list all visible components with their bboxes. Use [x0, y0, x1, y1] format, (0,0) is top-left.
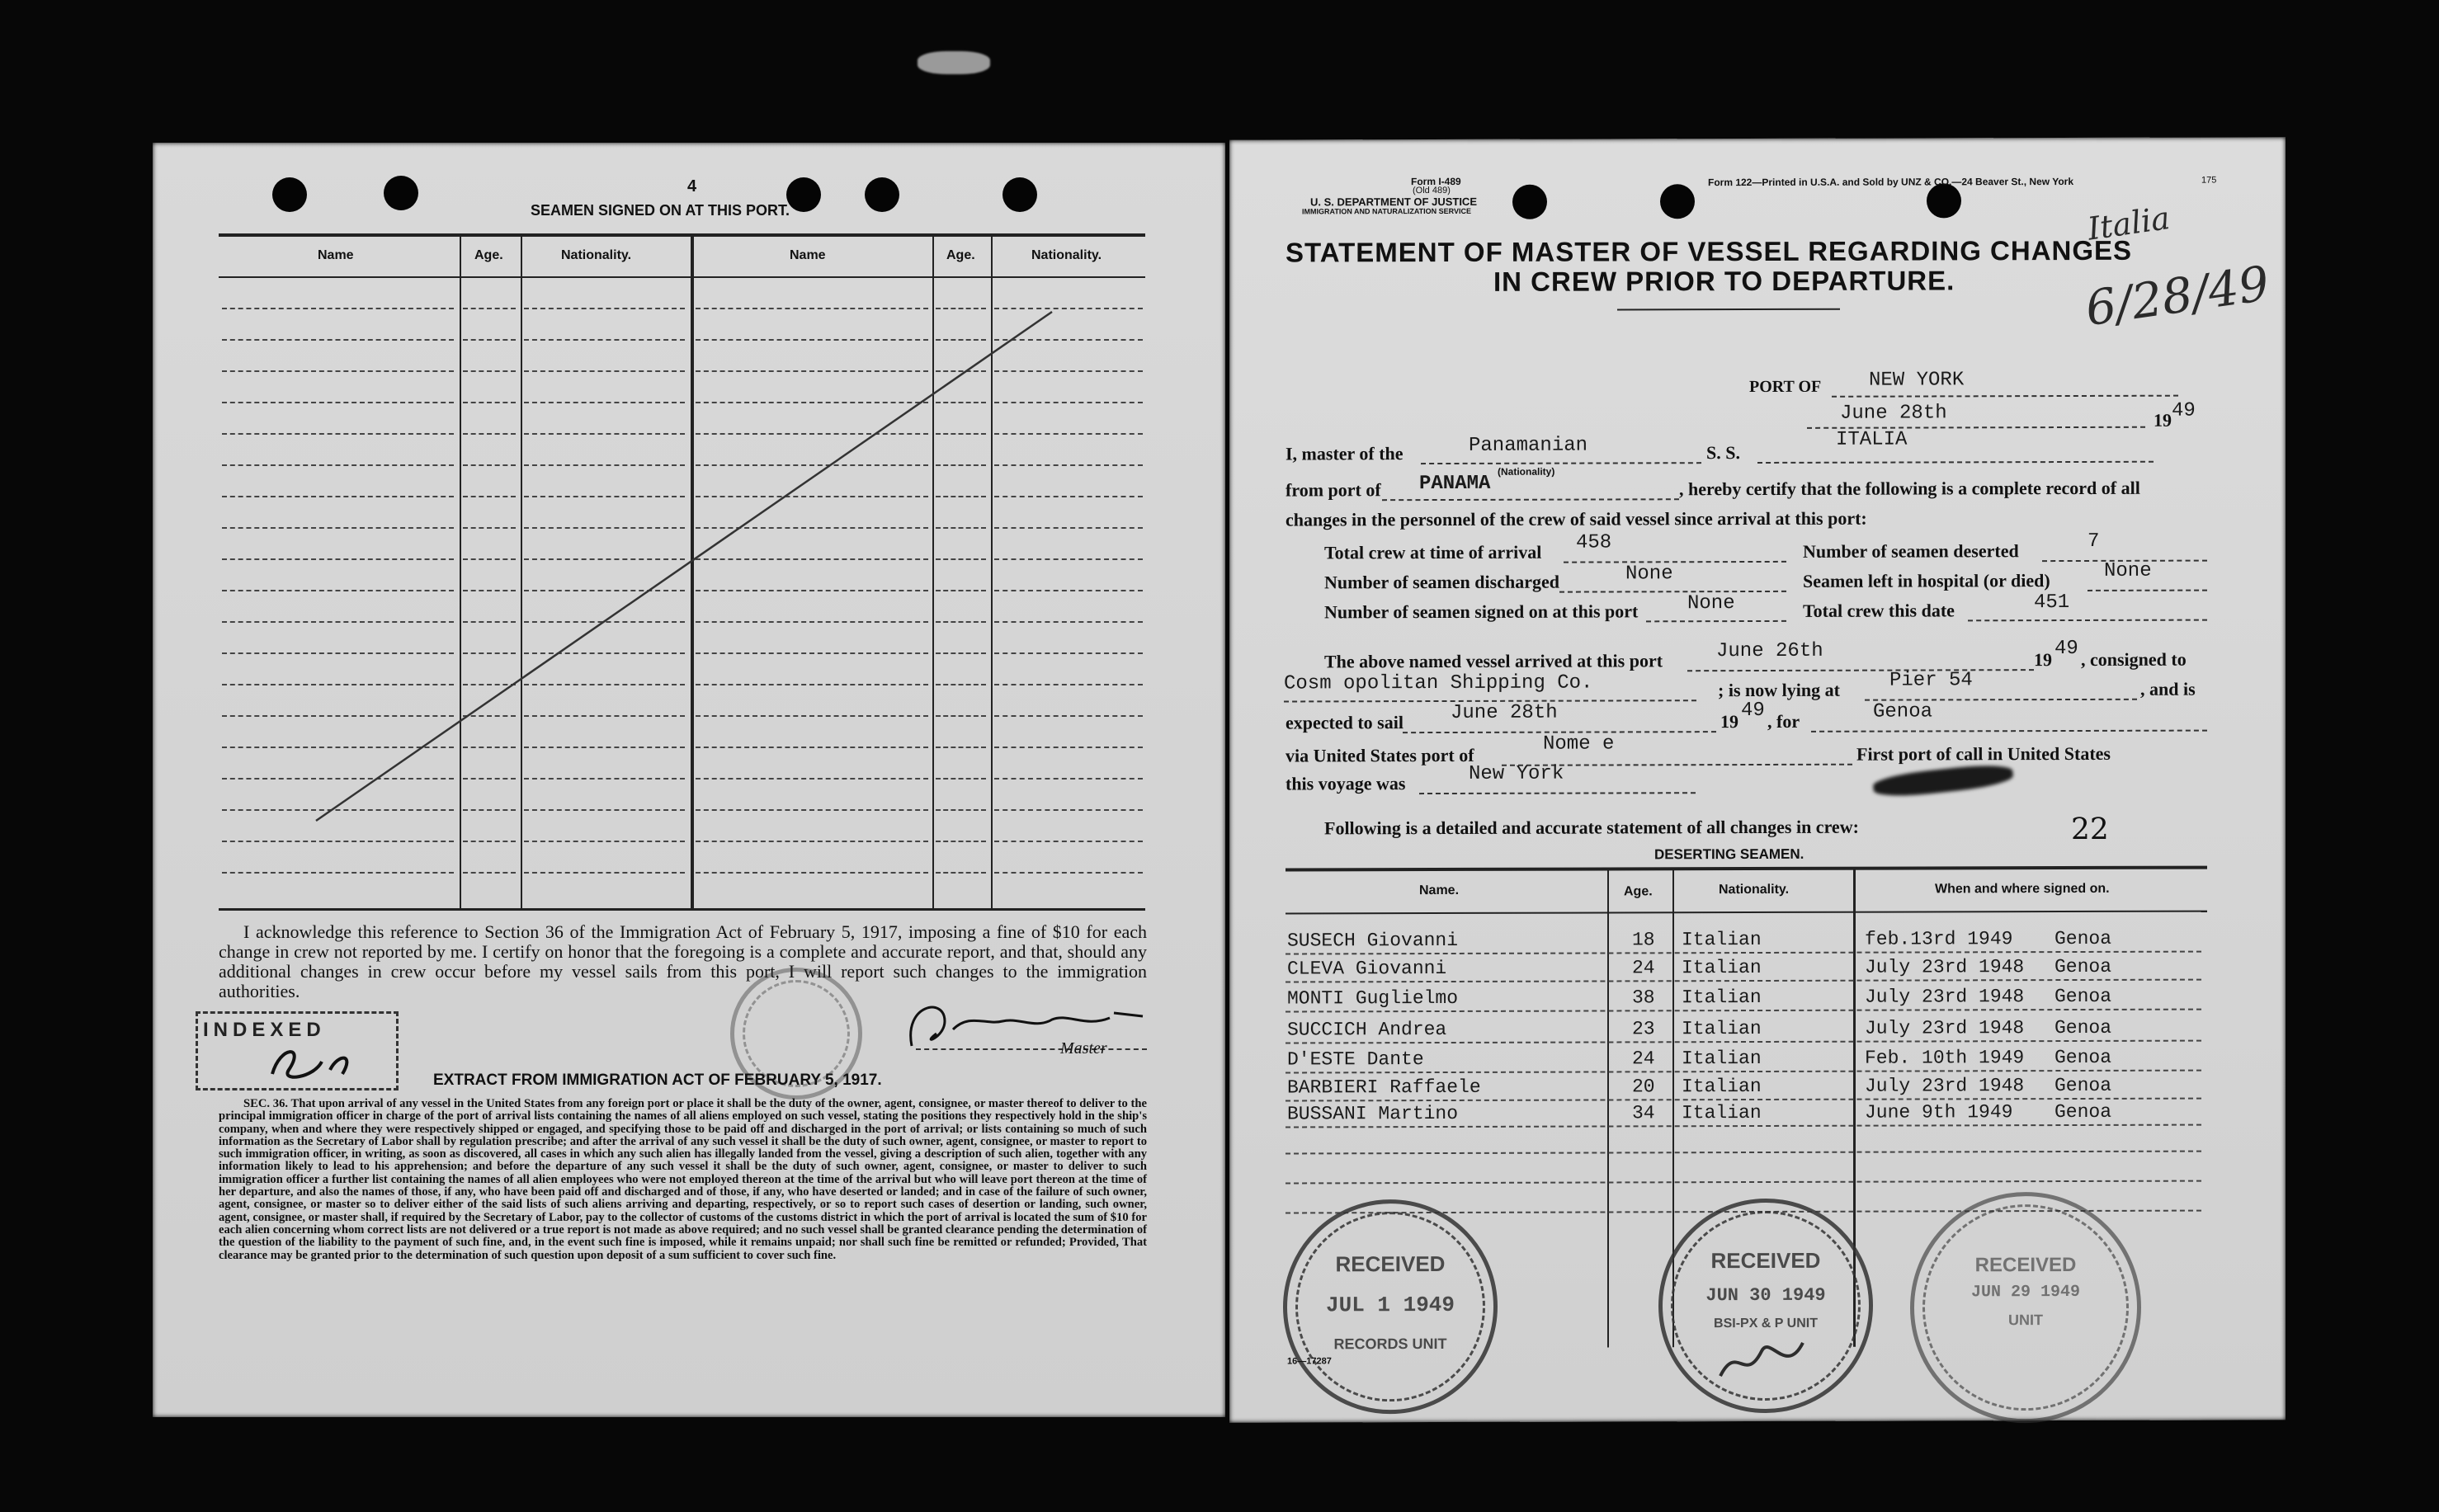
port-value: NEW YORK [1869, 369, 1965, 392]
ss-label: S. S. [1706, 442, 1740, 464]
from-port-value: PANAMA [1419, 472, 1491, 496]
tape-scrap [918, 51, 990, 74]
cell-where: Genoa [2055, 927, 2112, 950]
ink-smudge [1872, 761, 2014, 799]
for-label: , for [1767, 710, 1800, 732]
certify-text: , hereby certify that the following is a complete record of all [1679, 477, 2140, 500]
row-line [1286, 1124, 2201, 1128]
cell-age: 38 [1632, 987, 1655, 1009]
cell-where: Genoa [2055, 1046, 2112, 1069]
total-crew-date-label: Total crew this date [1803, 600, 1955, 621]
master-signature [895, 988, 1159, 1062]
cell-signed: June 9th 1949 [1865, 1101, 2013, 1123]
deserted-label: Number of seamen deserted [1803, 540, 2019, 562]
cell-age: 20 [1632, 1076, 1655, 1098]
cell-name: BARBIERI Raffaele [1287, 1076, 1481, 1099]
deserted-value: 7 [2088, 530, 2100, 553]
year-prefix: 19 [2154, 409, 2172, 431]
acknowledgment-text: I acknowledge this reference to Section 36 of the Immigration Act of February 5, 1917, imposing a fine of $10 for each change in crew not reported by me. I certify on honor that the foregoing is a complete and accurate report, and that, should any additional changes in crew occur before my vessel sails from this port, I will report such changes to the immigration authorities. [219, 921, 1147, 1001]
cell-name: D'ESTE Dante [1287, 1048, 1424, 1071]
table-row [1229, 986, 2211, 1016]
via-label: via United States port of [1286, 744, 1474, 766]
table-row [1229, 1017, 2211, 1048]
received-stamp: RECEIVED JUN 30 1949 BSI-PX & P UNIT [1658, 1199, 1873, 1414]
signed-on-label: Number of seamen signed on at this port [1324, 601, 1639, 623]
form-number: Form I-489 [1411, 175, 1461, 188]
table-row [1229, 1101, 2211, 1132]
cell-age: 18 [1632, 929, 1655, 951]
column-header: Age. [1624, 884, 1653, 899]
table-row [1229, 928, 2211, 959]
cell-signed: July 23rd 1948 [1865, 1017, 2025, 1039]
form-title-line1: STATEMENT OF MASTER OF VESSEL REGARDING CHANGES [1286, 234, 2133, 268]
row-line [1286, 1040, 2201, 1044]
right-page [1229, 137, 2286, 1422]
column-header: Nationality. [561, 248, 632, 262]
printer-note: Form 122—Printed in U.S.A. and Sold by UNZ & CO.—24 Beaver St., New York [1708, 175, 2073, 189]
indexed-stamp: INDEXED [196, 1011, 399, 1090]
column-header: Age. [474, 248, 503, 262]
form-title-line2: IN CREW PRIOR TO DEPARTURE. [1493, 265, 1955, 297]
column-header: Nationality. [1719, 882, 1790, 897]
arrived-label: The above named vessel arrived at this port [1324, 650, 1663, 672]
discharged-value: None [1625, 563, 1673, 586]
column-header: Name [318, 248, 354, 262]
arrived-year-prefix: 19 [2034, 649, 2052, 671]
punch-hole [1927, 183, 1961, 218]
master-label: Master [1060, 1039, 1107, 1057]
cell-signed: July 23rd 1948 [1865, 986, 2025, 1008]
row-line [1286, 1009, 2201, 1013]
column-header: Age. [946, 248, 975, 262]
pier-value: Pier 54 [1889, 669, 1973, 692]
lying-label: ; is now lying at [1718, 679, 1840, 701]
sail-date: June 28th [1451, 701, 1558, 724]
cell-name: SUSECH Giovanni [1287, 929, 1459, 952]
consigned-label: , consigned to [2081, 648, 2187, 670]
column-header: Nationality. [1031, 248, 1102, 262]
cell-signed: July 23rd 1948 [1865, 1075, 2025, 1097]
cell-name: SUCCICH Andrea [1287, 1018, 1447, 1041]
cell-age: 24 [1632, 957, 1655, 979]
ship-name: ITALIA [1836, 428, 1908, 451]
page-number: 4 [687, 177, 697, 195]
nationality-value: Panamanian [1469, 434, 1588, 457]
year-value: 49 [2172, 399, 2196, 422]
cell-where: Genoa [2055, 1100, 2112, 1123]
handwritten-count: 22 [2071, 812, 2109, 847]
hospital-label: Seamen left in hospital (or died) [1803, 570, 2050, 591]
signed-on-value: None [1687, 592, 1735, 615]
cell-where: Genoa [2055, 1074, 2112, 1097]
left-page [153, 143, 1225, 1417]
column-header: Name. [1419, 883, 1460, 898]
punch-hole [1512, 185, 1547, 219]
cell-nationality: Italian [1682, 986, 1762, 1009]
changes-text: changes in the personnel of the crew of said vessel since arrival at this port: [1286, 507, 1867, 530]
total-crew-arrival-label: Total crew at time of arrival [1324, 541, 1542, 563]
cell-age: 24 [1632, 1048, 1655, 1070]
cell-where: Genoa [2055, 985, 2112, 1008]
cell-age: 34 [1632, 1102, 1655, 1124]
section-36-text: SEC. 36. That upon arrival of any vessel in the United States from any foreign port or place it shall be the duty of the owner, agent, consignee, or master thereof to deliver to the principal immigration officer in charge of the port of arrival lists containing the names of all aliens employed on such vessel, stating the positions they respectively hold in the ship's company, when and where they were respectively shipped or engaged, and specifying those to be paid off and discharged in the port of arrival; or lists containing so much of such information as the Secretary of Labor shall by regulation prescribe; and after the arrival of any such vessel it shall be the duty of such owner, agent, consignee, or master to report to such immigration officer, in writing, as soon as discovered, all cases in which any such alien has illegally landed from the vessel, giving a description of such alien, together with any information likely to lead to his apprehension; and before the departure of any such vessel it shall be the duty of such owner, agent, consignee, or master to deliver to such immigration officer a further list containing the names of all alien employees who were not employed thereon at the time of the arrival but who will leave port thereon at the time of her departure, and also the names of those, if any, who have been paid off and discharged and of those, if any, who have deserted or landed; and in case of the failure of such owner, agent, consignee, or master so to deliver either of the said lists of such aliens arriving and departing, respectively, or so to report such cases of desertion or landing, such owner, agent, consignee, or master shall, if required by the Secretary of Labor, pay to the collector of customs of the customs district in which the port of arrival is located the sum of $10 for each alien concerning whom correct lists are not delivered or a true report is not made as above required; and no such vessel shall be granted clearance pending the determination of the question of the liability to the payment of such fine, and, in the event such fine is imposed, while it remains unpaid; nor shall such fine be remitted or refunded; Provided, That clearance may be granted prior to the determination of such question upon deposit of a sum sufficient to cover such fine. [219, 1097, 1147, 1262]
received-stamp: RECEIVED JUN 29 1949 UNIT [1910, 1192, 2141, 1424]
row-line [1286, 1151, 2201, 1155]
cell-age: 23 [1632, 1018, 1655, 1040]
total-crew-arrival: 458 [1576, 531, 1612, 554]
cell-signed: July 23rd 1948 [1865, 956, 2025, 978]
total-crew-date: 451 [2034, 591, 2070, 615]
sail-year-prefix: 19 [1720, 711, 1738, 732]
cell-nationality: Italian [1682, 928, 1762, 951]
port-label: PORT OF [1749, 377, 1822, 397]
nationality-label: (Nationality) [1498, 465, 1555, 478]
first-port-label: First port of call in United States [1856, 742, 2111, 765]
form-old: (Old 489) [1413, 185, 1451, 196]
table-row [1229, 956, 2211, 987]
arrived-value: June 26th [1716, 639, 1823, 663]
voyage-label: this voyage was [1286, 773, 1406, 794]
cell-name: CLEVA Giovanni [1287, 957, 1447, 980]
cell-nationality: Italian [1682, 1017, 1762, 1040]
corner-number: 175 [2201, 175, 2217, 186]
cell-name: BUSSANI Martino [1287, 1102, 1459, 1125]
table-row [1229, 1047, 2211, 1077]
cell-name: MONTI Guglielmo [1287, 987, 1459, 1010]
master-of-label: I, master of the [1286, 443, 1403, 464]
handwritten-ship: Italia [2085, 199, 2172, 247]
extract-title: EXTRACT FROM IMMIGRATION ACT OF FEBRUARY 5, 1917. [433, 1072, 882, 1089]
cell-signed: Feb. 10th 1949 [1865, 1047, 2025, 1069]
date-value: June 28th [1840, 402, 1947, 425]
cell-where: Genoa [2055, 955, 2112, 978]
from-port-label: from port of [1286, 479, 1381, 501]
department: U. S. DEPARTMENT OF JUSTICE [1310, 195, 1477, 209]
cell-signed: feb.13rd 1949 [1865, 928, 2013, 950]
cell-nationality: Italian [1682, 1075, 1762, 1098]
and-is-label: , and is [2140, 678, 2196, 699]
punch-hole [1660, 184, 1695, 219]
row-line [1286, 1180, 2201, 1185]
cell-nationality: Italian [1682, 1047, 1762, 1070]
section-title: SEAMEN SIGNED ON AT THIS PORT. [531, 202, 790, 219]
column-header: When and where signed on. [1935, 881, 2110, 897]
sail-year: 49 [1741, 699, 1765, 723]
cell-nationality: Italian [1682, 956, 1762, 979]
destination-value: Genoa [1873, 700, 1933, 723]
row-line [1286, 979, 2201, 983]
service: IMMIGRATION AND NATURALIZATION SERVICE [1302, 206, 1471, 216]
cell-nationality: Italian [1682, 1101, 1762, 1124]
column-header: Name [790, 248, 826, 262]
row-line [1286, 1070, 2201, 1074]
arrived-year: 49 [2055, 637, 2078, 661]
hospital-value: None [2104, 559, 2152, 582]
discharged-label: Number of seamen discharged [1324, 571, 1559, 593]
expected-label: expected to sail [1286, 712, 1403, 733]
cancel-line [153, 143, 1225, 968]
first-port-value: New York [1469, 762, 1564, 785]
received-stamp: RECEIVED JUL 1 1949 RECORDS UNIT [1283, 1199, 1498, 1415]
consignee-value: Cosm opolitan Shipping Co. [1284, 671, 1593, 695]
following-label: Following is a detailed and accurate statement of all changes in crew: [1324, 816, 1859, 839]
via-value: Nome e [1543, 732, 1615, 756]
deserting-title: DESERTING SEAMEN. [1654, 845, 1804, 863]
handwritten-date: 6/28/49 [2082, 255, 2273, 337]
footer-code: 16—17287 [1287, 1356, 1332, 1367]
cell-where: Genoa [2055, 1016, 2112, 1039]
row-line [1286, 951, 2201, 955]
